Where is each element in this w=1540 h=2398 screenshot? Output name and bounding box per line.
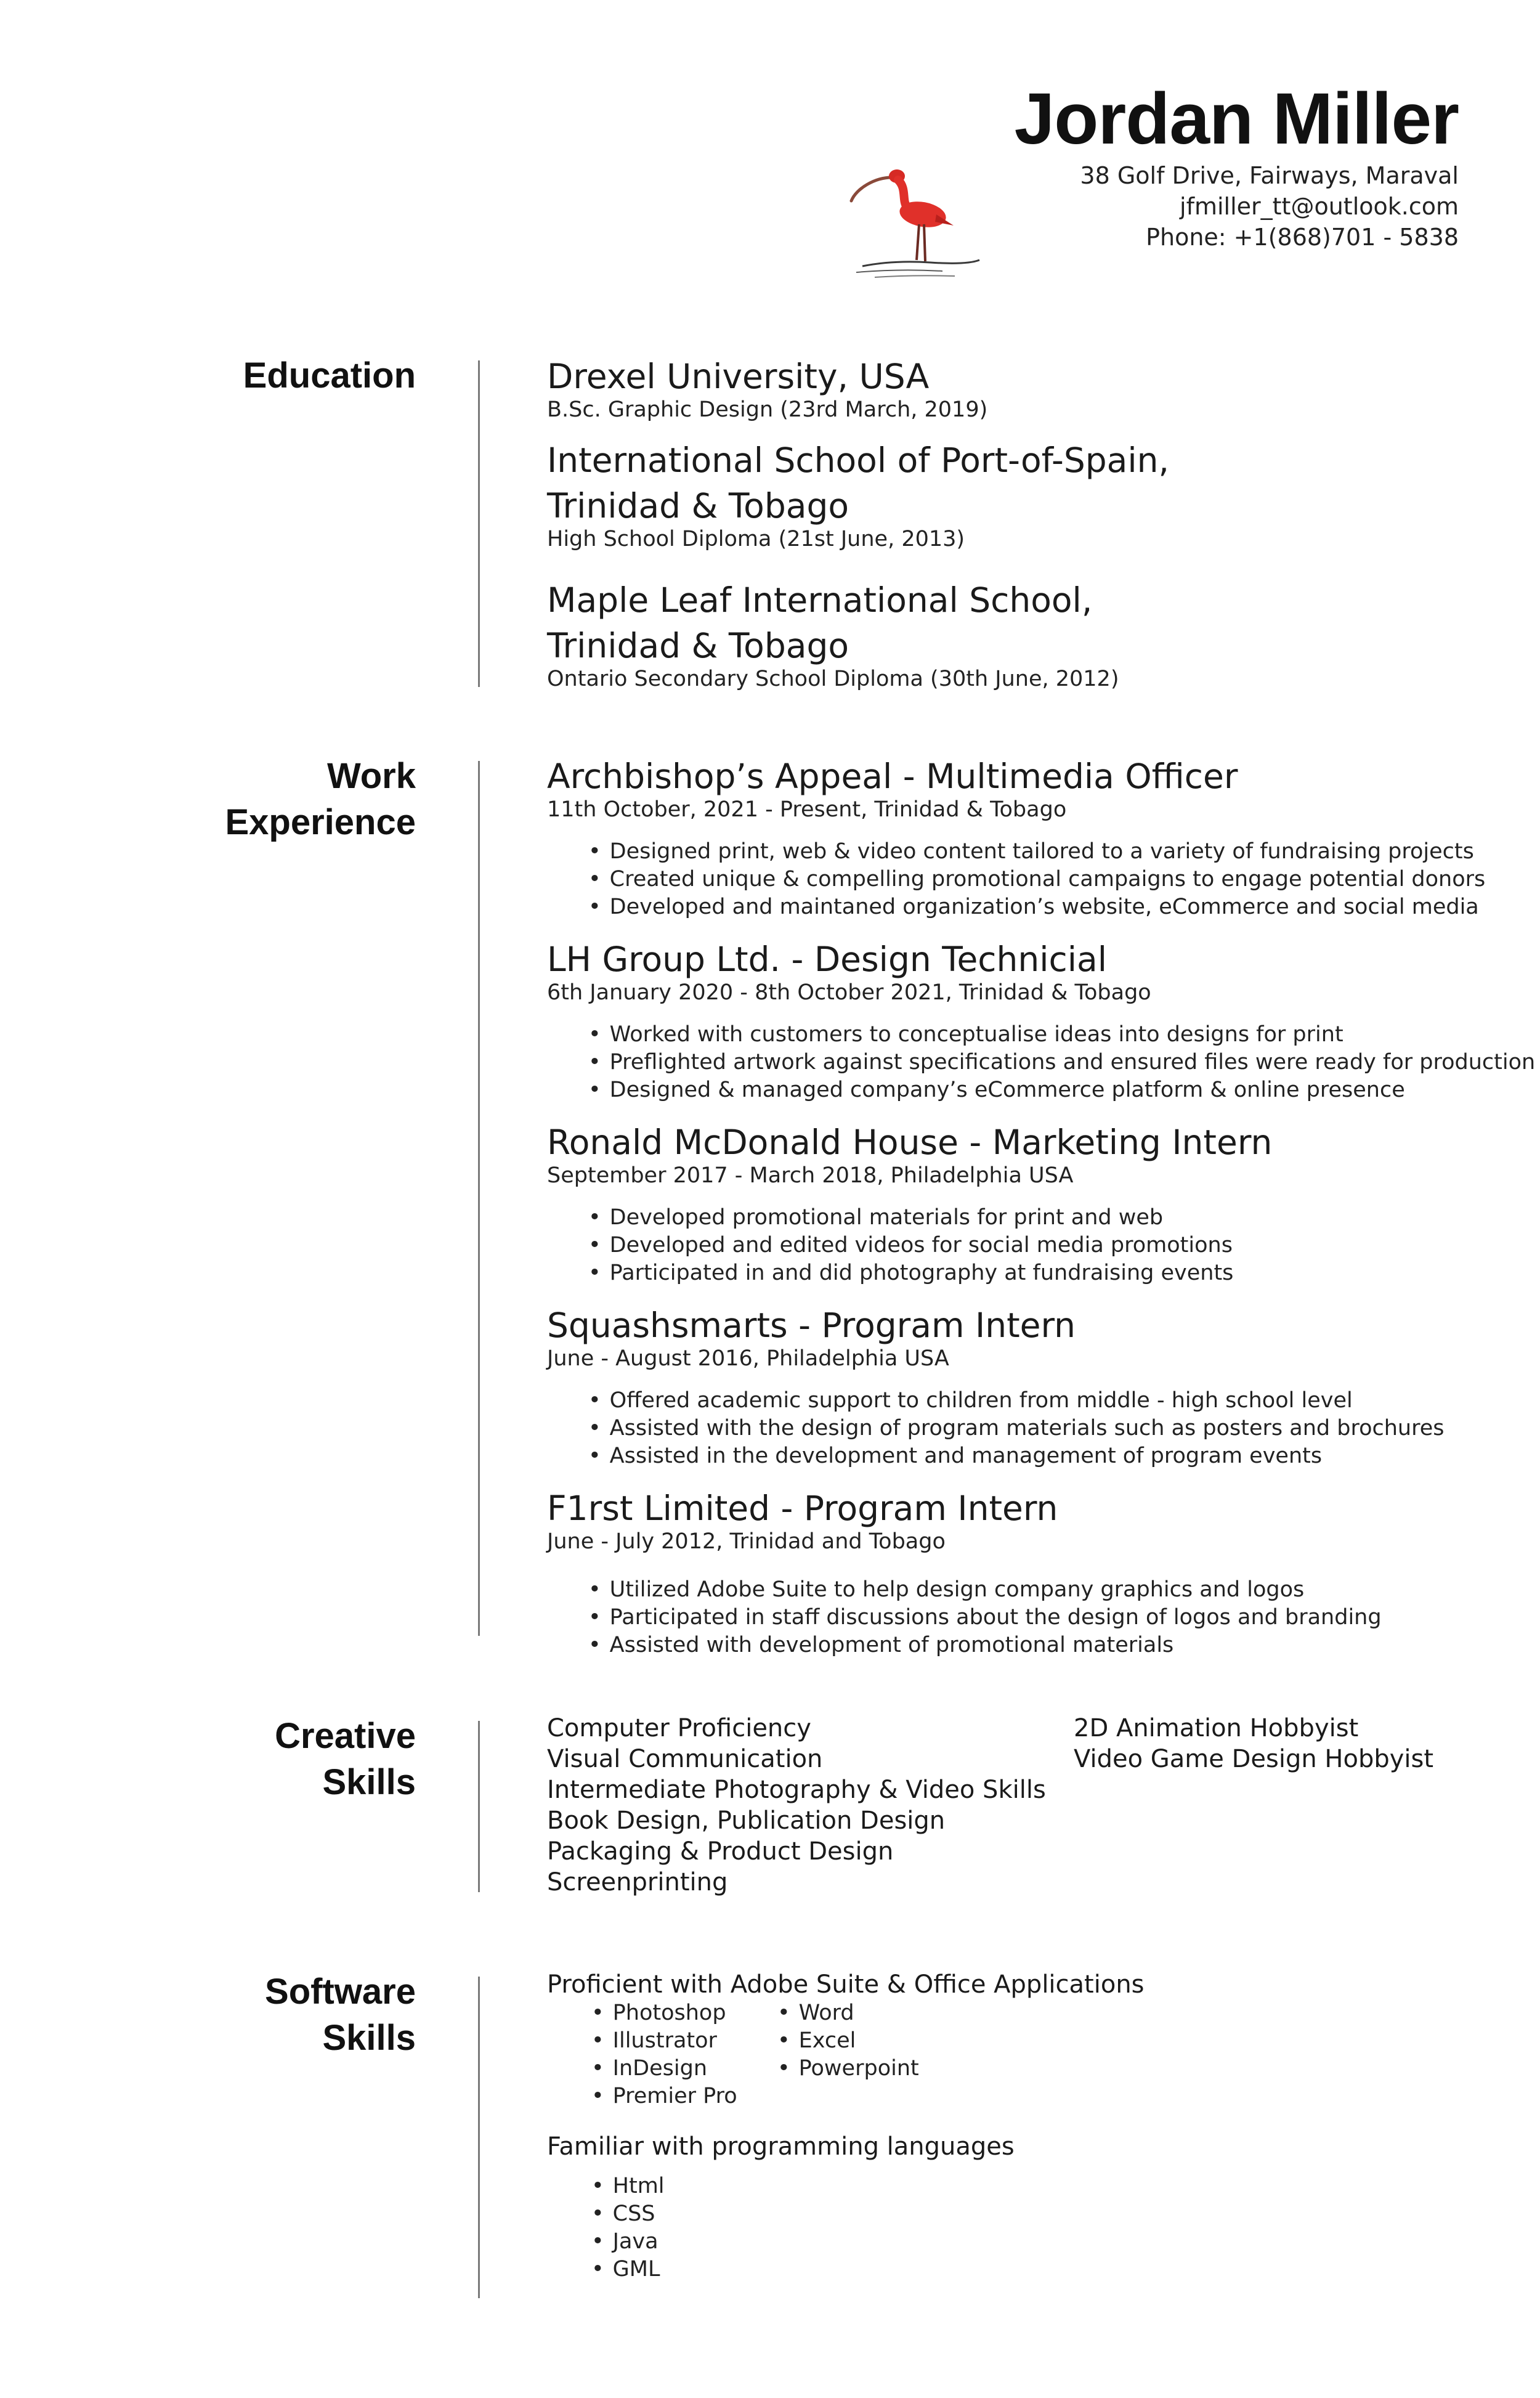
list-item: • Assisted with development of promotional materials <box>588 1632 1382 1659</box>
education-title: Trinidad & Tobago <box>547 626 849 665</box>
list-item: • Participated in and did photography at fundraising events <box>588 1259 1233 1287</box>
programming-intro: Familiar with programming languages <box>547 2132 1015 2161</box>
list-item: • Developed promotional materials for print and web <box>588 1204 1233 1232</box>
job-bullets <box>588 1204 1233 1287</box>
education-title: Drexel University, USA <box>547 357 930 396</box>
address-line: 38 Golf Drive, Fairways, Maraval <box>1080 162 1459 189</box>
software-heading: Skills <box>322 2018 416 2058</box>
programming-list <box>591 2172 665 2283</box>
list-item: Screenprinting <box>547 1868 728 1896</box>
scarlet-ibis-icon <box>838 145 992 282</box>
office-apps-list <box>777 1999 919 2083</box>
job-title: Ronald McDonald House - Marketing Intern <box>547 1123 1273 1162</box>
education-detail: B.Sc. Graphic Design (23rd March, 2019) <box>547 397 988 422</box>
resume-name: Jordan Miller <box>1014 78 1459 160</box>
list-item: • CSS <box>591 2200 665 2228</box>
job-bullets <box>588 1021 1535 1104</box>
job-bullets <box>588 1387 1445 1470</box>
work-heading: Experience <box>225 802 416 842</box>
list-item: • Preflighted artwork against specifications and ensured files were ready for production <box>588 1049 1535 1076</box>
education-detail: Ontario Secondary School Diploma (30th June, 2012) <box>547 667 1119 691</box>
list-item: • Premier Pro <box>591 2083 737 2110</box>
creative-hobbies-list <box>1074 1713 1433 1774</box>
email-line: jfmiller_tt@outlook.com <box>1180 193 1459 220</box>
list-item: • Java <box>591 2228 665 2256</box>
job-bullets <box>588 838 1485 921</box>
work-heading: Work <box>327 756 416 796</box>
list-item: Intermediate Photography & Video Skills <box>547 1776 1046 1804</box>
list-item: Computer Proficiency <box>547 1714 811 1742</box>
job-meta: 11th October, 2021 - Present, Trinidad & Tobago <box>547 797 1067 822</box>
software-divider <box>478 1977 480 2298</box>
adobe-apps-list <box>591 1999 737 2110</box>
software-heading: Software <box>265 1972 416 2012</box>
list-item: • Powerpoint <box>777 2055 919 2083</box>
job-bullets <box>588 1576 1382 1659</box>
job-meta: June - July 2012, Trinidad and Tobago <box>547 1529 946 1554</box>
education-title: Maple Leaf International School, <box>547 580 1093 620</box>
job-title: Archbishop’s Appeal - Multimedia Officer <box>547 757 1238 796</box>
list-item: • Assisted with the design of program materials such as posters and brochures <box>588 1415 1445 1442</box>
list-item: • GML <box>591 2256 665 2283</box>
adobe-intro: Proficient with Adobe Suite & Office Applications <box>547 1970 1145 1999</box>
creative-heading: Skills <box>322 1762 416 1802</box>
job-meta: June - August 2016, Philadelphia USA <box>547 1346 949 1371</box>
list-item: • Offered academic support to children from middle - high school level <box>588 1387 1445 1415</box>
list-item: • Worked with customers to conceptualise ideas into designs for print <box>588 1021 1535 1049</box>
list-item: • Designed print, web & video content tailored to a variety of fundraising projects <box>588 838 1485 866</box>
list-item: • Photoshop <box>591 1999 737 2027</box>
list-item: • Illustrator <box>591 2027 737 2055</box>
list-item: • Designed & managed company’s eCommerce platform & online presence <box>588 1076 1535 1104</box>
education-heading: Education <box>243 356 416 396</box>
list-item: Book Design, Publication Design <box>547 1807 946 1835</box>
creative-divider <box>478 1721 480 1892</box>
list-item: • Html <box>591 2172 665 2200</box>
list-item: • InDesign <box>591 2055 737 2083</box>
list-item: • Utilized Adobe Suite to help design company graphics and logos <box>588 1576 1382 1604</box>
job-meta: 6th January 2020 - 8th October 2021, Trinidad & Tobago <box>547 980 1151 1005</box>
education-detail: High School Diploma (21st June, 2013) <box>547 527 965 551</box>
list-item: Packaging & Product Design <box>547 1837 894 1866</box>
education-title: Trinidad & Tobago <box>547 486 849 526</box>
creative-heading: Creative <box>275 1716 416 1756</box>
education-title: International School of Port-of-Spain, <box>547 441 1169 480</box>
list-item: • Assisted in the development and management of program events <box>588 1442 1445 1470</box>
list-item: • Developed and edited videos for social media promotions <box>588 1232 1233 1259</box>
phone-line: Phone: +1(868)701 - 5838 <box>1146 224 1459 251</box>
list-item: • Participated in staff discussions about the design of logos and branding <box>588 1604 1382 1632</box>
list-item: • Excel <box>777 2027 919 2055</box>
list-item: • Word <box>777 1999 919 2027</box>
education-divider <box>478 360 480 687</box>
job-title: LH Group Ltd. - Design Technicial <box>547 940 1108 979</box>
job-meta: September 2017 - March 2018, Philadelphia USA <box>547 1163 1074 1188</box>
job-title: F1rst Limited - Program Intern <box>547 1489 1058 1528</box>
job-title: Squashsmarts - Program Intern <box>547 1306 1076 1345</box>
work-divider <box>478 761 480 1636</box>
list-item: Video Game Design Hobbyist <box>1074 1745 1434 1773</box>
list-item: 2D Animation Hobbyist <box>1074 1714 1359 1742</box>
list-item: Visual Communication <box>547 1745 823 1773</box>
creative-skills-list <box>547 1713 1046 1898</box>
list-item: • Developed and maintaned organization’s website, eCommerce and social media <box>588 893 1485 921</box>
list-item: • Created unique & compelling promotional campaigns to engage potential donors <box>588 866 1485 893</box>
